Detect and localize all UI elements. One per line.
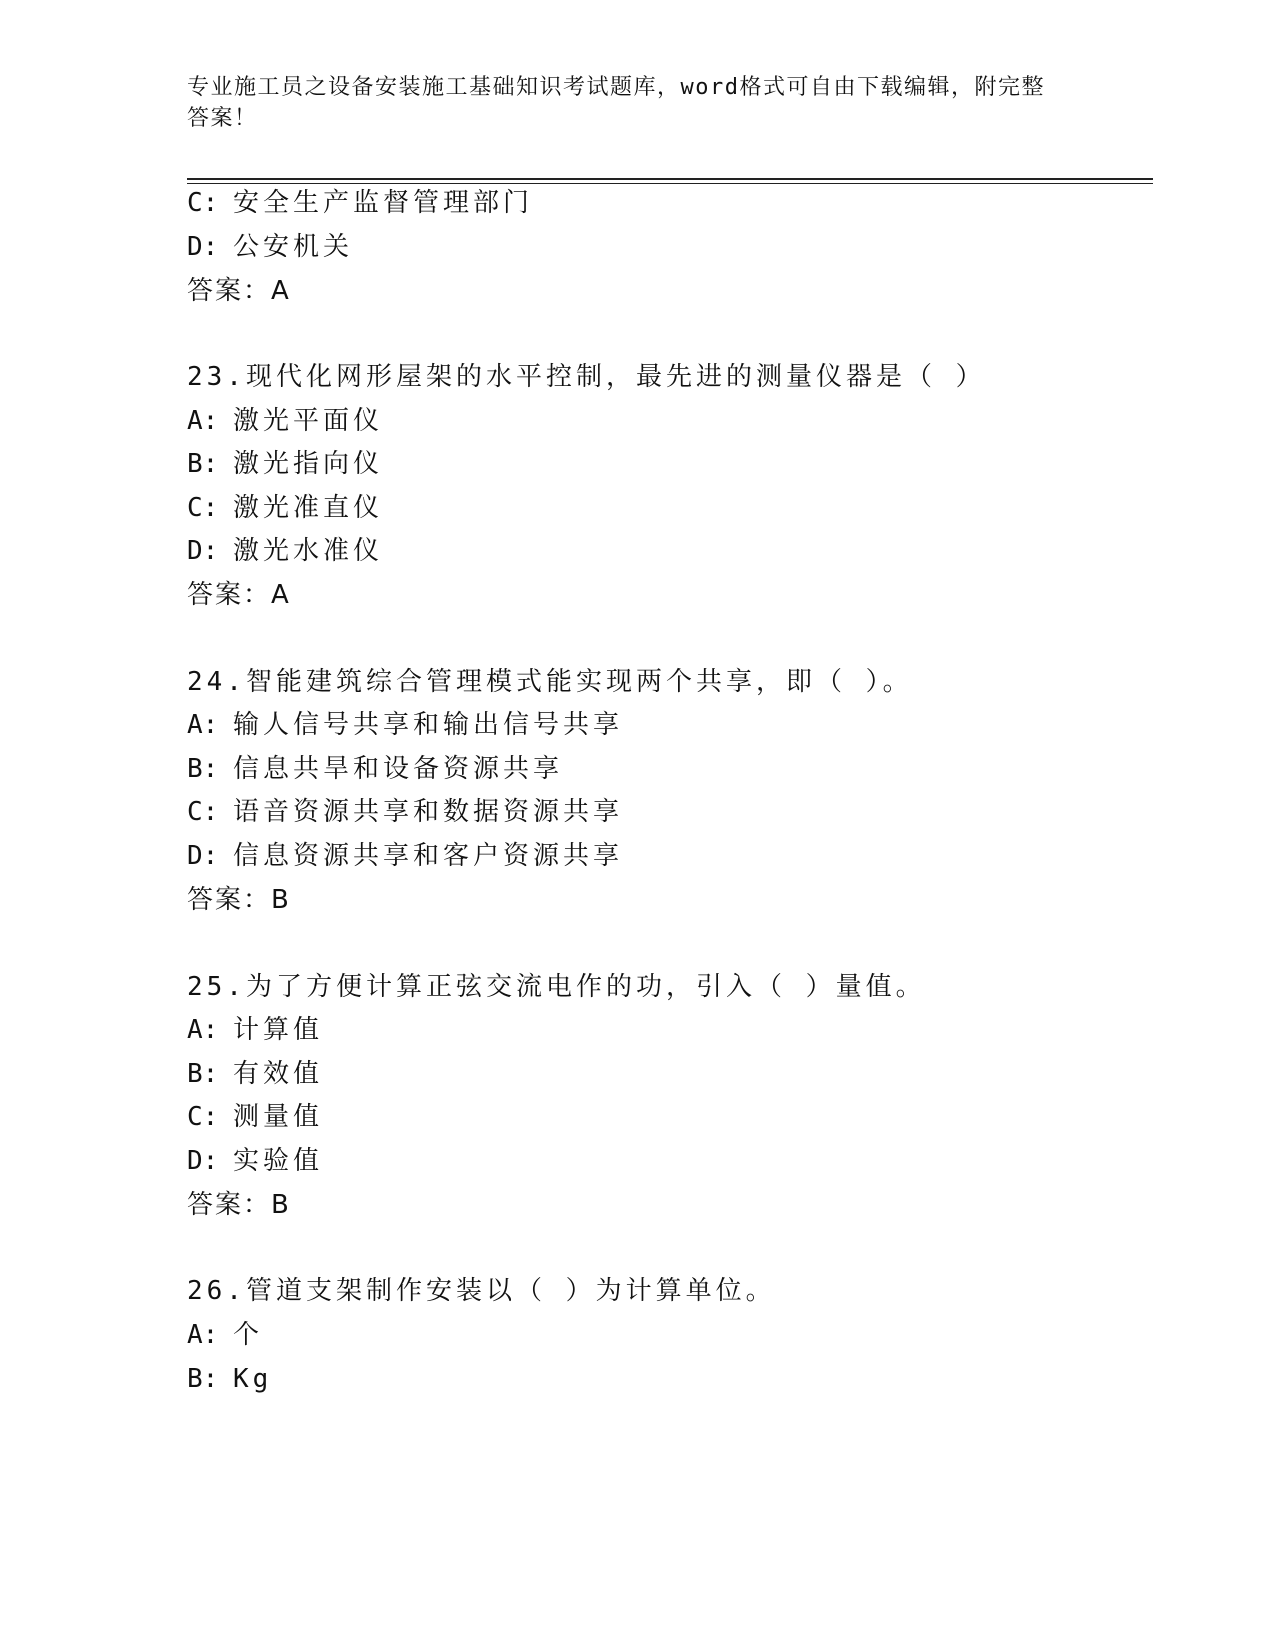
- answer-line: 答案：A: [187, 276, 291, 306]
- option-label: C:: [187, 493, 219, 523]
- option-d: [187, 534, 383, 568]
- option-c: [187, 491, 383, 525]
- option-text: 信息资源共享和客户资源共享: [233, 841, 624, 871]
- option-text: 信息共旱和设备资源共享: [233, 754, 564, 784]
- option-label: C:: [187, 797, 219, 827]
- option-text: 安全生产监督管理部门: [233, 188, 534, 218]
- option-label: D:: [187, 232, 219, 262]
- header-rule-thick: [187, 178, 1153, 180]
- option-c: [187, 795, 623, 829]
- option-text: 有效值: [233, 1059, 324, 1089]
- option-c: [187, 186, 533, 220]
- option-a: [187, 708, 623, 742]
- answer-line: 答案：B: [187, 885, 291, 915]
- option-b: [187, 1362, 272, 1396]
- option-label: A:: [187, 710, 219, 740]
- option-text: 激光平面仪: [233, 406, 384, 436]
- option-label: C:: [187, 188, 219, 218]
- option-label: B:: [187, 1364, 219, 1394]
- option-label: B:: [187, 1059, 219, 1089]
- option-text: 激光准直仪: [233, 493, 384, 523]
- option-text: 语音资源共享和数据资源共享: [233, 797, 624, 827]
- option-label: A:: [187, 1015, 219, 1045]
- option-a: [187, 1318, 263, 1352]
- option-text: 激光水准仪: [233, 536, 384, 566]
- answer-line: 答案：B: [187, 1190, 291, 1220]
- option-label: A:: [187, 1320, 219, 1350]
- option-b: [187, 447, 383, 481]
- question-stem-24: 24.智能建筑综合管理模式能实现两个共享，即（ ）。: [187, 667, 913, 697]
- option-text: 测量值: [233, 1102, 324, 1132]
- option-text: 公安机关: [233, 232, 354, 262]
- question-stem-23: 23.现代化网形屋架的水平控制，最先进的测量仪器是（ ）: [187, 362, 986, 392]
- option-label: D:: [187, 1146, 219, 1176]
- option-text: 个: [233, 1320, 264, 1350]
- option-text: Kg: [233, 1364, 273, 1394]
- option-c: [187, 1100, 323, 1134]
- document-header: 专业施工员之设备安装施工基础知识考试题库，word格式可自由下载编辑，附完整答案！: [187, 75, 1045, 131]
- option-label: C:: [187, 1102, 219, 1132]
- option-d: [187, 1144, 323, 1178]
- option-b: [187, 752, 563, 786]
- question-stem-26: 26.管道支架制作安装以（ ）为计算单位。: [187, 1276, 776, 1306]
- option-text: 实验值: [233, 1146, 324, 1176]
- option-d: [187, 230, 353, 264]
- option-text: 输人信号共享和输出信号共享: [233, 710, 624, 740]
- option-a: [187, 1013, 323, 1047]
- question-stem-25: 25.为了方便计算正弦交流电作的功，引入（ ）量值。: [187, 972, 926, 1002]
- option-label: A:: [187, 406, 219, 436]
- option-label: D:: [187, 841, 219, 871]
- option-label: D:: [187, 536, 219, 566]
- option-label: B:: [187, 754, 219, 784]
- header-rule-thin: [187, 183, 1153, 184]
- option-a: [187, 404, 383, 438]
- answer-line: 答案：A: [187, 580, 291, 610]
- option-text: 激光指向仪: [233, 449, 384, 479]
- option-label: B:: [187, 449, 219, 479]
- option-d: [187, 839, 623, 873]
- option-text: 计算值: [233, 1015, 324, 1045]
- option-b: [187, 1057, 323, 1091]
